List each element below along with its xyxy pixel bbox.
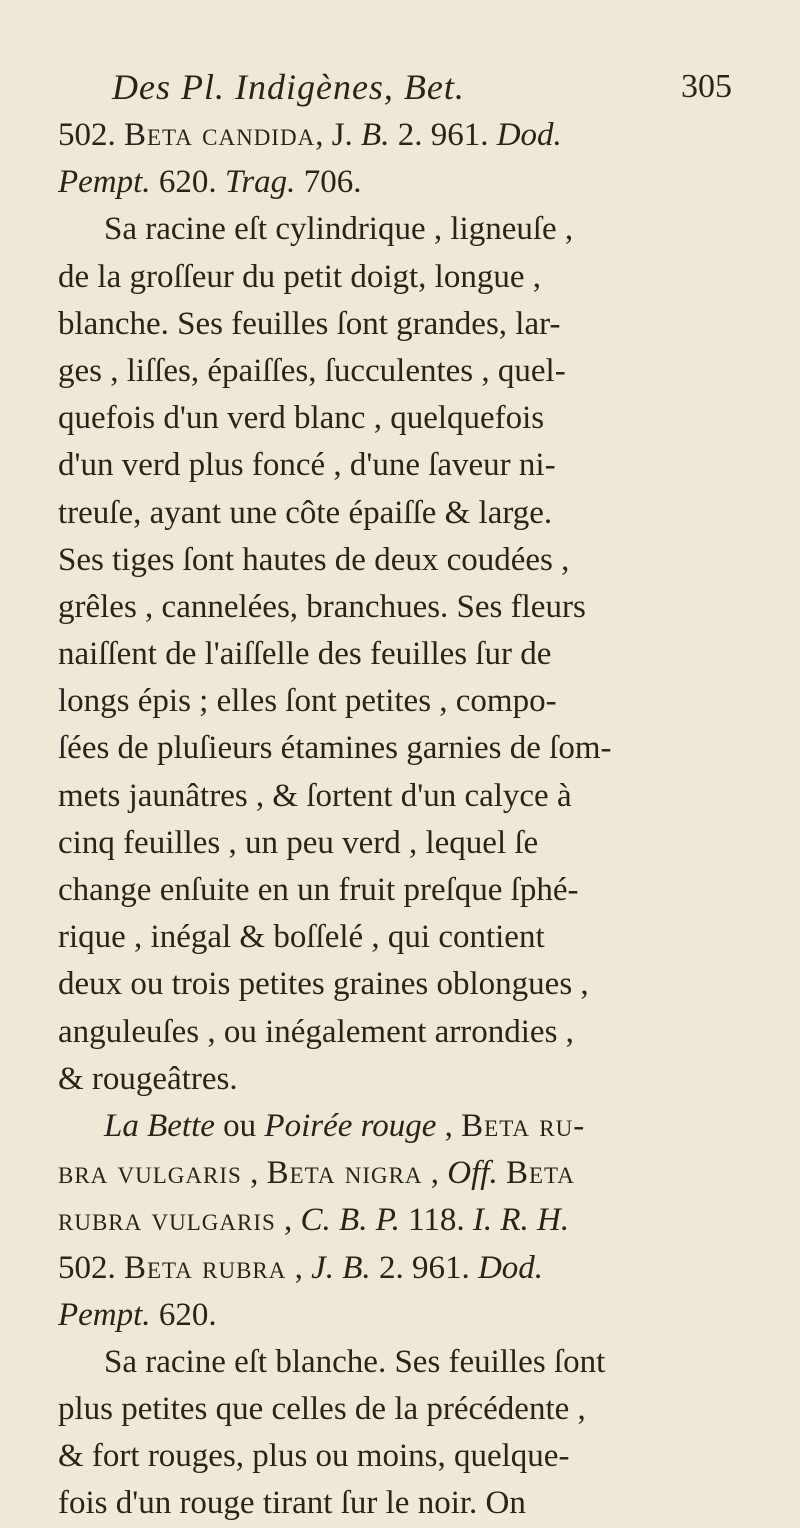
- body-text: [58, 112, 748, 1528]
- text-segment: anguleuſes , ou inégalement arrondies ,: [58, 1013, 574, 1050]
- text-segment: & fort rouges, plus ou moins, quelque-: [58, 1438, 570, 1475]
- text-segment: blanche. Ses feuilles ſont grandes, lar-: [58, 305, 561, 342]
- text-segment: C. B. P.: [300, 1202, 400, 1239]
- text-segment: 118.: [399, 1202, 473, 1239]
- text-line: [58, 1433, 748, 1480]
- text-segment: de la groſſeur du petit doigt, longue ,: [58, 258, 541, 295]
- text-line: [58, 1292, 748, 1339]
- text-segment: ,: [436, 1107, 462, 1144]
- text-segment: Poirée rouge: [264, 1107, 437, 1144]
- text-line: [58, 301, 748, 348]
- text-segment: d'un verd plus foncé , d'une ſaveur ni-: [58, 447, 556, 484]
- text-line: [58, 1056, 748, 1103]
- text-segment: Off.: [447, 1155, 498, 1192]
- text-segment: naiſſent de l'aiſſelle des feuilles ſur de: [58, 636, 552, 673]
- text-segment: Ses tiges ſont hautes de deux coudées ,: [58, 541, 570, 578]
- text-line: [58, 442, 748, 489]
- text-segment: longs épis ; elles ſont petites , compo-: [58, 683, 557, 720]
- text-segment: cinq feuilles , un peu verd , lequel ſe: [58, 824, 539, 861]
- text-segment: 502.: [58, 117, 124, 153]
- text-line: [58, 1245, 748, 1292]
- page-number: 305: [681, 68, 732, 105]
- text-line: [58, 820, 748, 867]
- text-segment: Sa racine eſt cylindrique , ligneuſe ,: [104, 211, 574, 248]
- text-segment: Sa racine eſt blanche. Ses feuilles ſont: [104, 1343, 606, 1380]
- text-segment: plus petites que celles de la précédente ,: [58, 1391, 586, 1428]
- text-line: [58, 584, 748, 631]
- text-segment: ,: [286, 1249, 312, 1286]
- text-segment: treuſe, ayant une côte épaiſſe & large.: [58, 494, 553, 531]
- text-segment: 2. 961.: [389, 117, 497, 153]
- text-segment: fois d'un rouge tirant ſur le noir. On: [58, 1485, 526, 1522]
- text-line: [58, 678, 748, 725]
- text-segment: Beta: [505, 1155, 575, 1192]
- text-line: [58, 348, 748, 395]
- text-line: [58, 1480, 748, 1527]
- text-line: [58, 1009, 748, 1056]
- text-segment: ſées de pluſieurs étamines garnies de ſom-: [58, 730, 612, 767]
- text-line: [58, 537, 748, 584]
- text-line: [58, 254, 748, 301]
- text-line: [58, 961, 748, 1008]
- text-segment: La Bette: [104, 1107, 215, 1144]
- text-segment: ou: [214, 1107, 265, 1144]
- text-segment: 620.: [150, 164, 225, 201]
- text-line: [58, 112, 748, 159]
- text-line: [58, 1339, 748, 1386]
- text-line: [58, 1197, 748, 1244]
- text-segment: Trag.: [224, 164, 296, 201]
- text-segment: Beta nigra: [266, 1155, 423, 1192]
- text-segment: J. B.: [311, 1249, 371, 1286]
- text-segment: 706.: [295, 164, 362, 201]
- running-head-title: Des Pl. Indigènes, Bet.: [112, 67, 465, 107]
- text-segment: I. R. H.: [472, 1202, 570, 1239]
- text-segment: Beta rubra: [124, 1249, 287, 1286]
- text-line: [58, 1386, 748, 1433]
- text-segment: 502.: [58, 1249, 124, 1286]
- text-line: [58, 773, 748, 820]
- text-segment: ges , liſſes, épaiſſes, ſucculentes , quel-: [58, 352, 566, 389]
- text-segment: rubra vulgaris: [58, 1202, 276, 1239]
- text-segment: mets jaunâtres , & ſortent d'un calyce à: [58, 777, 572, 814]
- text-segment: Beta ru-: [461, 1107, 586, 1144]
- text-line: [58, 725, 748, 772]
- text-line: [58, 914, 748, 961]
- text-line: [58, 159, 748, 206]
- text-segment: Pempt.: [58, 1296, 151, 1333]
- text-line: [58, 867, 748, 914]
- text-line: [58, 490, 748, 537]
- text-line: [58, 1103, 748, 1150]
- text-segment: ,: [275, 1202, 301, 1239]
- text-segment: 620.: [150, 1296, 217, 1333]
- text-segment: , J.: [315, 117, 362, 153]
- text-segment: [498, 1155, 506, 1191]
- text-line: [58, 395, 748, 442]
- text-segment: ,: [241, 1155, 267, 1192]
- text-segment: & rougeâtres.: [58, 1060, 238, 1097]
- text-segment: ,: [422, 1155, 448, 1192]
- running-head: [112, 66, 732, 110]
- text-segment: B.: [361, 117, 390, 153]
- text-line: [58, 206, 748, 253]
- text-segment: Beta candida: [124, 117, 316, 153]
- text-segment: Pempt.: [58, 164, 151, 201]
- text-segment: bra vulgaris: [58, 1155, 242, 1192]
- text-segment: Dod.: [496, 117, 562, 153]
- text-segment: grêles , cannelées, branchues. Ses fleurs: [58, 588, 586, 625]
- text-segment: deux ou trois petites graines oblongues ,: [58, 966, 589, 1003]
- text-segment: 2. 961.: [370, 1249, 478, 1286]
- text-segment: Dod.: [477, 1249, 544, 1286]
- text-segment: change enſuite en un fruit preſque ſphé-: [58, 872, 579, 908]
- text-segment: quefois d'un verd blanc , quelquefois: [58, 400, 545, 437]
- text-segment: rique , inégal & boſſelé , qui contient: [58, 919, 545, 956]
- text-line: [58, 1150, 748, 1197]
- text-line: [58, 631, 748, 678]
